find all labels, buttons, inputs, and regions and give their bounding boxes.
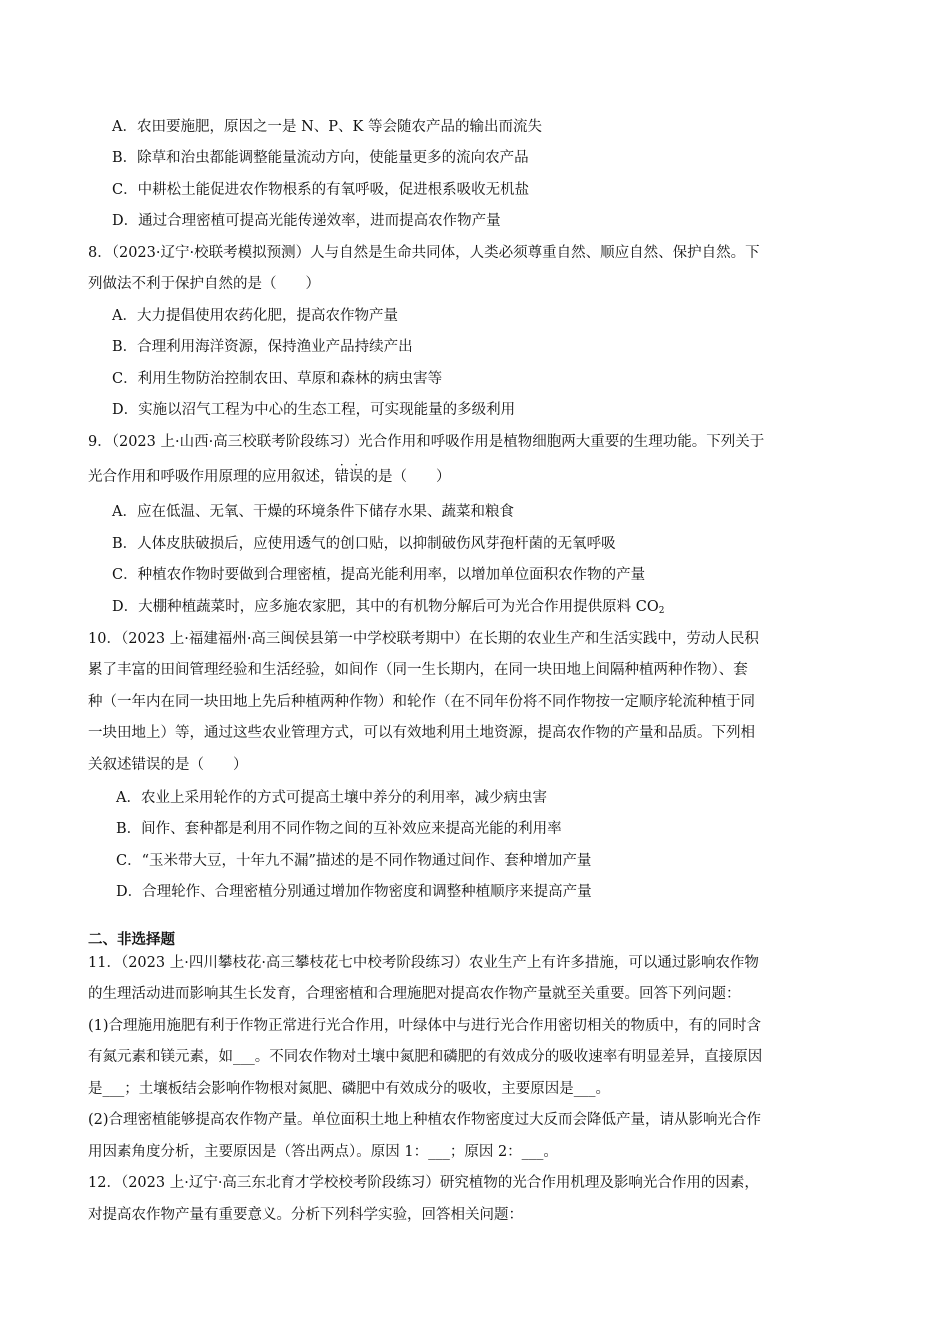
q10-option-a: A．农业上采用轮作的方式可提高土壤中养分的利用率，减少病虫害 (116, 790, 547, 806)
q8-option-a: A．大力提倡使用农药化肥，提高农作物产量 (112, 308, 398, 324)
q10-option-d: D．合理轮作、合理密植分别通过增加作物密度和调整种植顺序来提高产量 (116, 884, 592, 900)
q10-option-b: B．间作、套种都是利用不同作物之间的互补效应来提高光能的利用率 (116, 821, 562, 837)
q8-stem-line-1: 8．（2023·辽宁·校联考模拟预测）人与自然是生命共同体，人类必须尊重自然、顺应自然、保护自然。下 (88, 245, 760, 261)
q9-stem-line-1: 9．（2023 上·山西·高三校联考阶段练习）光合作用和呼吸作用是植物细胞两大重要的生理功能。下列关于 (88, 434, 765, 450)
q11-line-2: 的生理活动进而影响其生长发育，合理密植和合理施肥对提高农作物产量就至关重要。回答下列问题： (88, 986, 741, 1002)
q10-stem-line-3: 种（一年内在同一块田地上先后种植两种作物）和轮作（在不同年份将不同作物按一定顺序轮流种植于同 (88, 694, 755, 710)
q8-option-d: D．实施以沼气工程为中心的生态工程，可实现能量的多级利用 (112, 402, 516, 418)
q7-option-b: B．除草和治虫都能调整能量流动方向，使能量更多的流向农产品 (112, 150, 529, 166)
q9-stem-text: 光合作用和呼吸作用原理的应用叙述， (88, 469, 335, 485)
q9-option-d: D．大棚种植蔬菜时，应多施农家肥，其中的有机物分解后可为光合作用提供原料 $CO_2$ (112, 599, 665, 616)
q7-option-d: D．通过合理密植可提高光能传递效率，进而提高农作物产量 (112, 213, 501, 229)
q11-line-5: 是___；土壤板结会影响作物根对氮肥、磷肥中有效成分的吸收，主要原因是___。 (88, 1081, 610, 1097)
q9-option-b: B．人体皮肤破损后，应使用透气的创口贴，以抑制破伤风芽孢杆菌的无氧呼吸 (112, 536, 616, 552)
q11-line-6: (2)合理密植能够提高农作物产量。单位面积土地上种植农作物密度过大反而会降低产量，请从影响光合作 (88, 1112, 762, 1128)
q10-stem-line-2: 累了丰富的田间管理经验和生活经验，如间作（同一生长期内，在同一块田地上间隔种植两种作物）、套 (88, 662, 748, 678)
q10-stem-line-1: 10．（2023 上·福建福州·高三闽侯县第一中学校联考期中）在长期的农业生产和生活实践中，劳动人民积 (88, 631, 759, 647)
emphasis-dot-icon: · (354, 458, 359, 472)
q11-line-7: 用因素角度分析，主要原因是（答出两点）。原因 1：___；原因 2：___。 (88, 1144, 558, 1160)
q9-option-a: A．应在低温、无氧、干燥的环境条件下储存水果、蔬菜和粮食 (112, 504, 514, 520)
q9-stem-tail: 的是（ ） (363, 469, 451, 485)
q10-stem-line-5: 关叙述错误的是（ ） (88, 757, 248, 773)
q9-emphasis-char-1: · 错 (334, 458, 349, 485)
q11-line-1: 11．（2023 上·四川攀枝花·高三攀枝花七中校考阶段练习）农业生产上有许多措施，可以通过影响农作物 (88, 955, 759, 971)
q8-stem-line-2: 列做法不利于保护自然的是（ ） (88, 276, 320, 292)
q9-stem-line-2 (88, 458, 451, 487)
subscript-two: 2 (658, 606, 665, 616)
q10-stem-line-4: 一块田地上）等，通过这些农业管理方式，可以有效地利用土地资源，提高农作物的产量和品质。下列相 (88, 725, 755, 741)
q11-line-3: (1)合理施用施肥有利于作物正常进行光合作用，叶绿体中与进行光合作用密切相关的物质中，有的同时含 (88, 1018, 762, 1034)
q7-option-c: C．中耕松土能促进农作物根系的有氧呼吸，促进根系吸收无机盐 (112, 182, 530, 198)
q9-option-c: C．种植农作物时要做到合理密植，提高光能利用率，以增加单位面积农作物的产量 (112, 567, 646, 583)
q9-emphasis-char-2: · 误 (349, 458, 364, 485)
q7-option-a: A．农田要施肥，原因之一是 N、P、K 等会随农产品的输出而流失 (112, 119, 542, 135)
q12-line-1: 12．（2023 上·辽宁·高三东北育才学校校考阶段练习）研究植物的光合作用机理及影响光合作用的因素， (88, 1175, 759, 1191)
q11-line-4: 有氮元素和镁元素，如___。不同农作物对土壤中氮肥和磷肥的有效成分的吸收速率有明显差异，直接原因 (88, 1049, 763, 1065)
section-heading: 二、非选择题 (88, 932, 175, 948)
q8-option-c: C．利用生物防治控制农田、草原和森林的病虫害等 (112, 371, 443, 387)
q8-option-b: B．合理利用海洋资源，保持渔业产品持续产出 (112, 339, 413, 355)
emphasis-dot-icon: · (339, 458, 344, 472)
q10-option-c: C．“玉米带大豆，十年九不漏”描述的是不同作物通过间作、套种增加产量 (116, 853, 592, 869)
q12-line-2: 对提高农作物产量有重要意义。分析下列科学实验，回答相关问题： (88, 1207, 523, 1223)
